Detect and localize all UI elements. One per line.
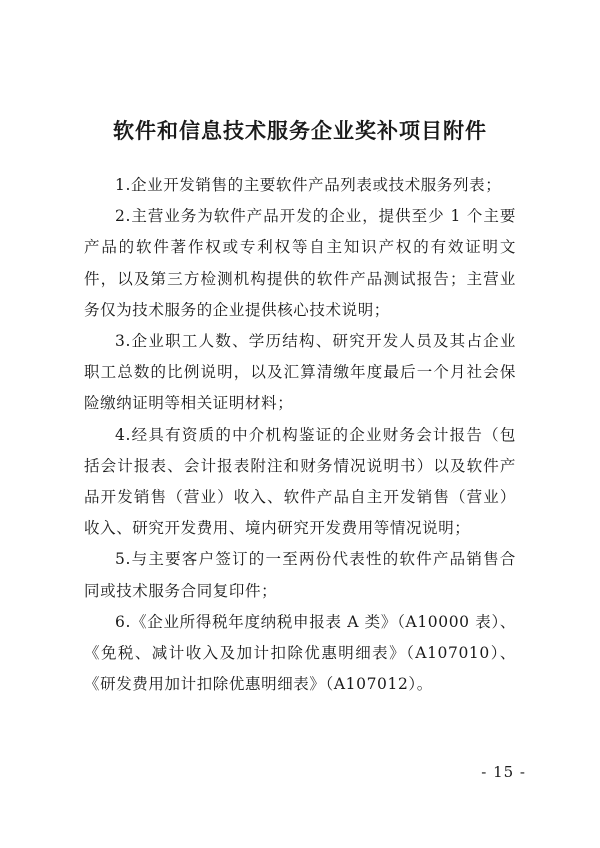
paragraph-item-2: 2.主营业务为软件产品开发的企业，提供至少 1 个主要产品的软件著作权或专利权等自主知识产权的有效证明文件，以及第三方检测机构提供的软件产品测试报告；主营业务仅为技术服务的企业提供核心技术说明；: [84, 207, 516, 319]
document-title: 软件和信息技术服务企业奖补项目附件: [113, 118, 487, 143]
paragraph-item-1: 1.企业开发销售的主要软件产品列表或技术服务列表；: [115, 176, 502, 194]
paragraph-item-4: 4.经具有资质的中介机构鉴证的企业财务会计报告（包括会计报表、会计报表附注和财务情况说明书）以及软件产品开发销售（营业）收入、软件产品自主开发销售（营业）收入、研究开发费用、境内研究开发费用等情况说明；: [84, 425, 516, 538]
paragraph-item-5: 5.与主要客户签订的一至两份代表性的软件产品销售合同或技术服务合同复印件；: [84, 550, 516, 600]
page-number: - 15 -: [481, 763, 526, 781]
document-body: [84, 170, 516, 700]
paragraph-item-3: 3.企业职工人数、学历结构、研究开发人员及其占企业职工总数的比例说明，以及汇算清缴年度最后一个月社会保险缴纳证明等相关证明材料；: [84, 332, 516, 413]
paragraph-item-6: 6.《企业所得税年度纳税申报表 A 类》（A10000 表）、《免税、减计收入及加计扣除优惠明细表》（A107010）、《研发费用加计扣除优惠明细表》（A107012）。: [84, 612, 516, 694]
